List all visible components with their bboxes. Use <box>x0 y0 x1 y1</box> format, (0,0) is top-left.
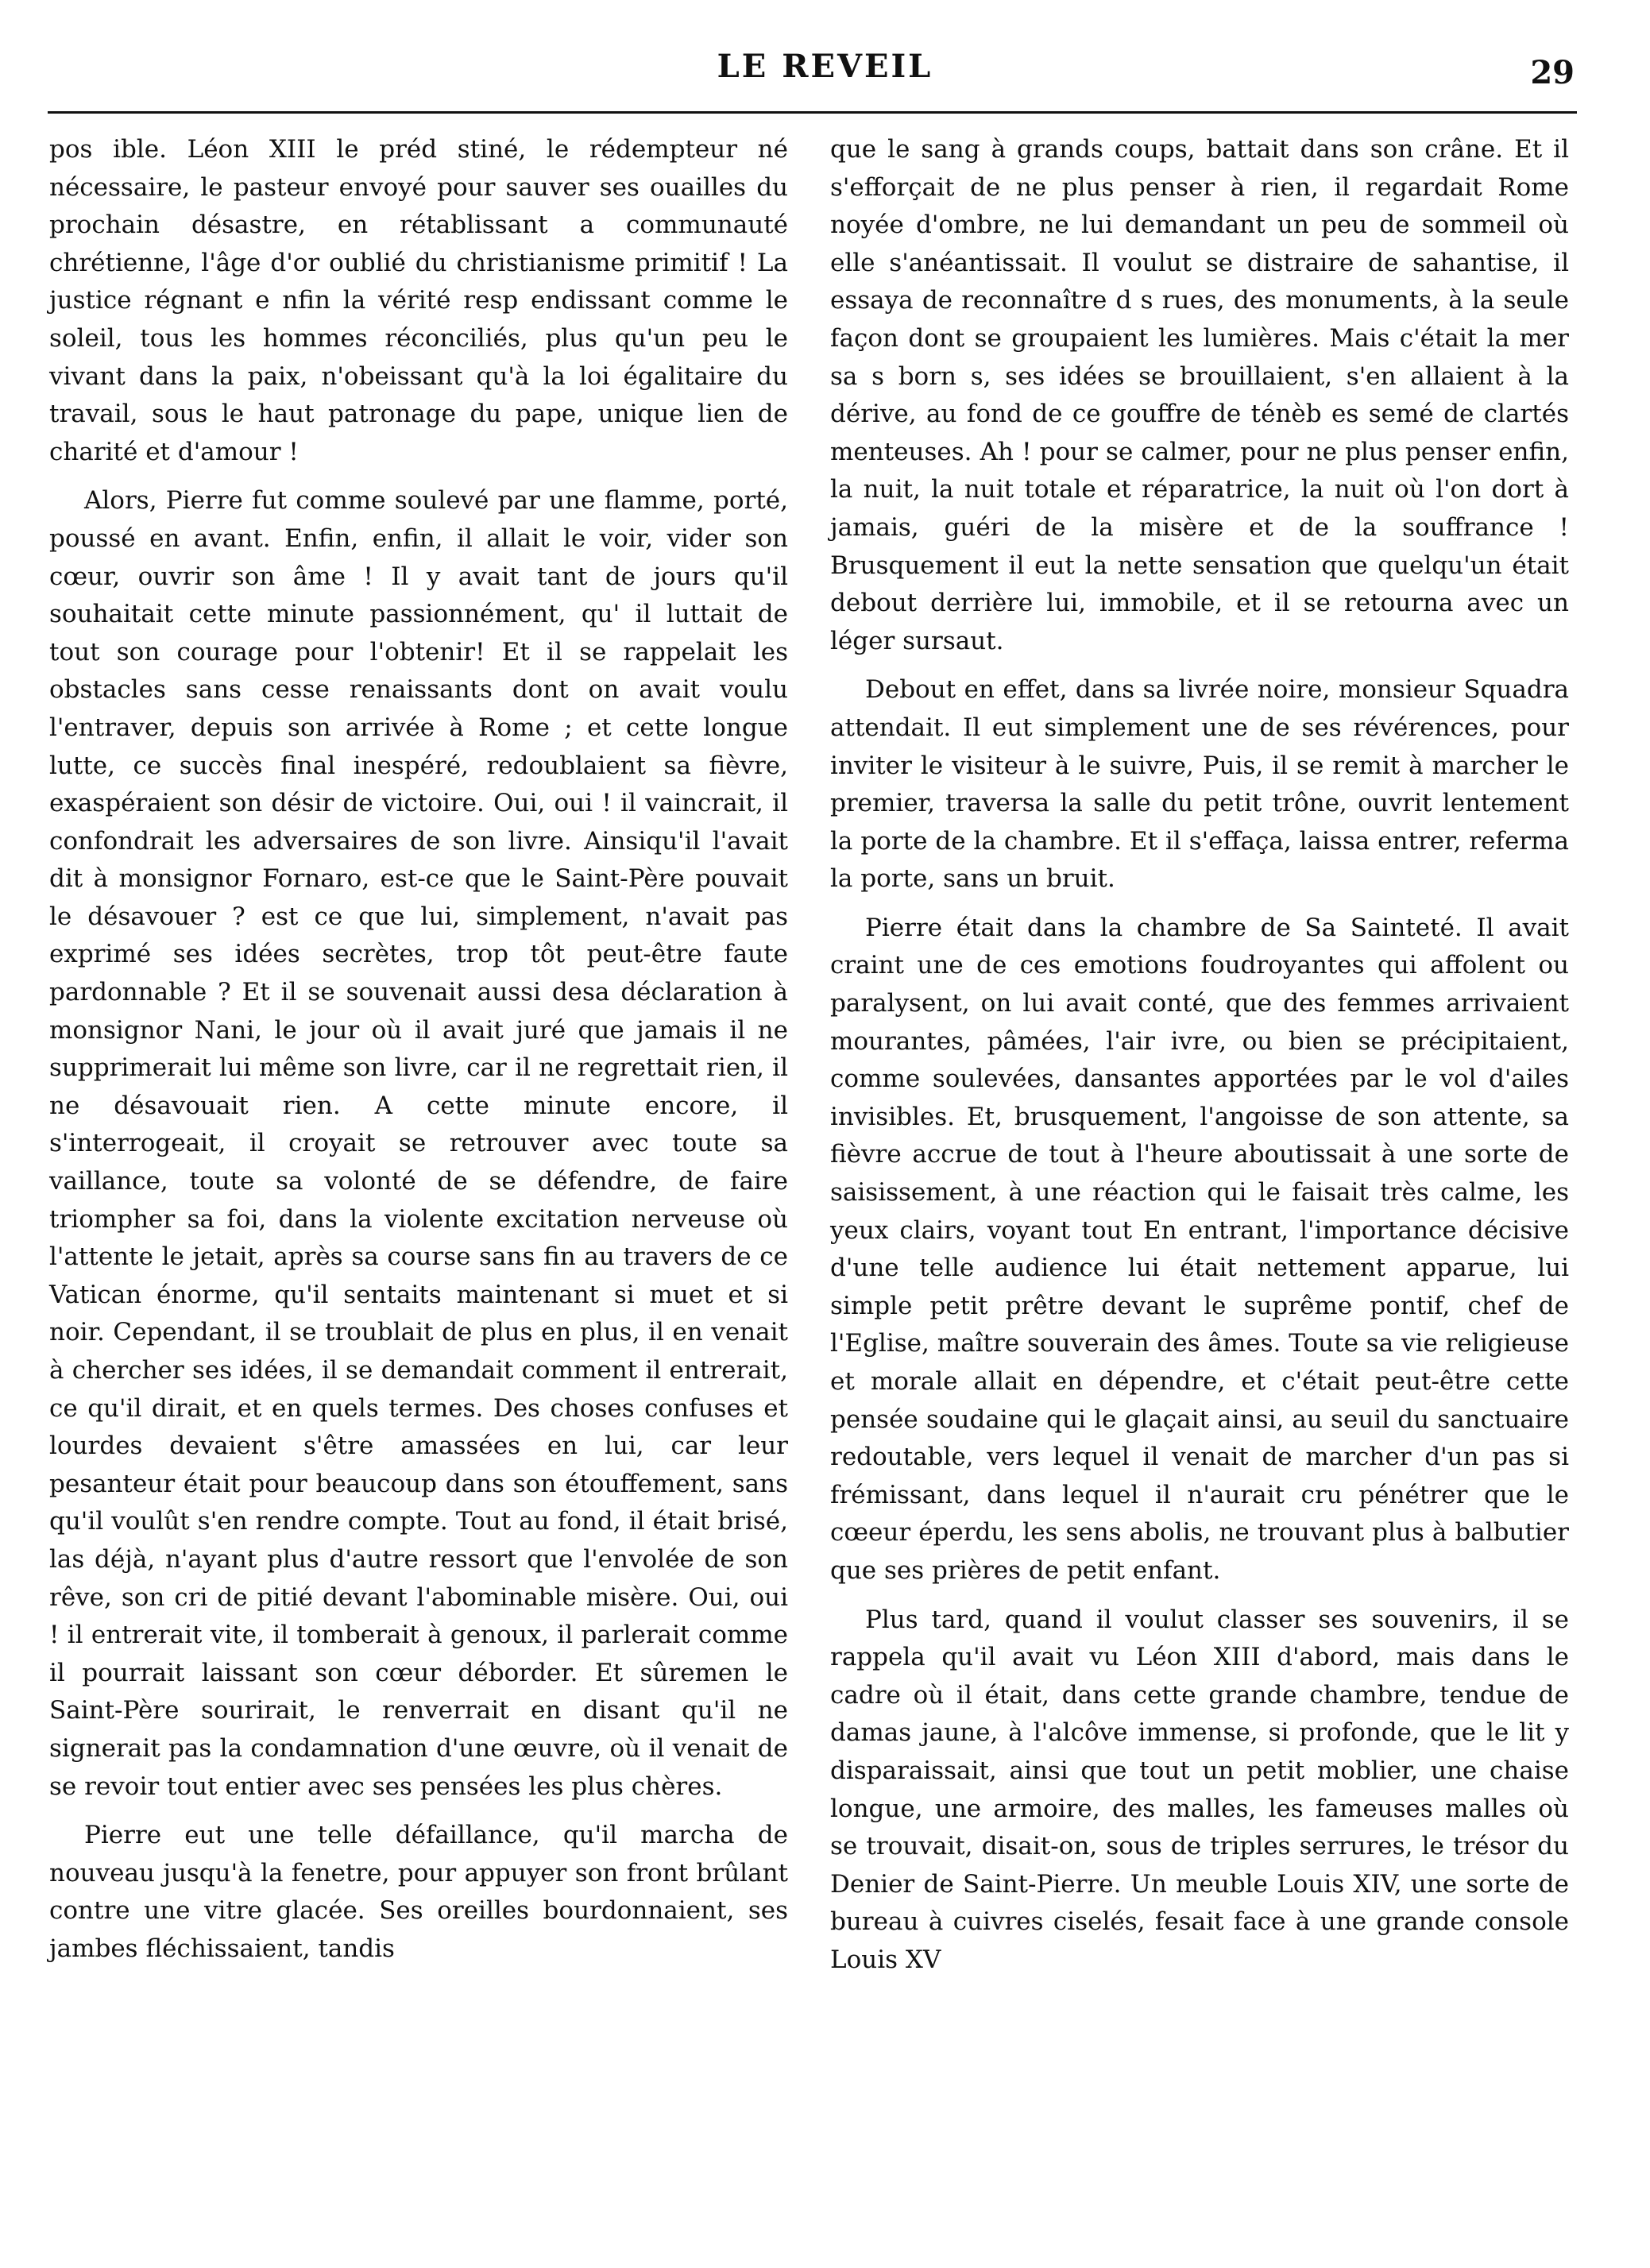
paragraph: Debout en effet, dans sa livrée noire, monsieur Squadra attendait. Il eut simplement une de ses révérences, pour inviter le visiteur à le suivre, Puis, il se remit à marcher le premier, traversa la salle du petit trône, ouvrit lentement la porte de la chambre. Et il s'effaça, laissa entrer, referma la porte, sans un bruit. <box>830 675 1569 894</box>
right-column <box>830 131 1569 1991</box>
paragraph: Pierre eut une telle défaillance, qu'il marcha de nouveau jusqu'à la fenetre, pour appuyer son front brûlant contre une vitre glacée. Ses oreilles bourdonnaient, ses jambes fléchissaient, tandis <box>49 1821 788 1963</box>
running-title: LE REVEIL <box>717 48 933 85</box>
page-number: 29 <box>1530 54 1575 91</box>
running-head <box>0 48 1650 103</box>
paragraph: pos ible. Léon XIII le préd stiné, le rédempteur né nécessaire, le pasteur envoyé pour sauver ses ouailles du prochain désastre, en rétablissant a communauté chrétienne, l'âge d'or oublié du christianisme primitif ! La justice régnant e nfin la vérité resp endissant comme le soleil, tous les hommes réconciliés, plus qu'un peu le vivant dans la paix, n'obeissant qu'à la loi égalitaire du travail, sous le haut patronage du pape, unique lien de charité et d'amour ! <box>49 135 788 466</box>
paragraph: que le sang à grands coups, battait dans son crâne. Et il s'efforçait de ne plus penser à rien, il regardait Rome noyée d'ombre, ne lui demandant un peu de sommeil où elle s'anéantissait. Il voulut se distraire de sahantise, il essaya de reconnaître d s rues, des monuments, à la seule façon dont se groupaient les lumières. Mais c'était la mer sa s born s, ses idées se brouillaient, s'en allaient à la dérive, au fond de ce gouffre de ténèb es semé de clartés menteuses. Ah ! pour se calmer, pour ne plus penser enfin, la nuit, la nuit totale et réparatrice, la nuit où l'on dort à jamais, guéri de la misère et de la souffrance ! Brusquement il eut la nette sensation que quelqu'un était debout derrière lui, immobile, et il se retourna avec un léger sursaut. <box>830 135 1569 655</box>
left-column <box>49 131 788 1980</box>
header-rule <box>48 111 1577 114</box>
paragraph: Alors, Pierre fut comme soulevé par une flamme, porté, poussé en avant. Enfin, enfin, il allait le voir, vider son cœur, ouvrir son âme ! Il y avait tant de jours qu'il souhaitait cette minute passionnément, qu' il luttait de tout son courage pour l'obtenir! Et il se rappelait les obstacles sans cesse renaissants dont on avait voulu l'entraver, depuis son arrivée à Rome ; et cette longue lutte, ce succès final inespéré, redoublaient sa fièvre, exaspéraient son désir de victoire. Oui, oui ! il vaincrait, il confondrait les adversaires de son livre. Ainsiqu'il l'avait dit à monsignor Fornaro, est-ce que le Saint-Père pouvait le désavouer ? est ce que lui, simplement, n'avait pas exprimé ses idées secrètes, trop tôt peut-être faute pardonnable ? Et il se souvenait aussi desa déclaration à monsignor Nani, le jour où il avait juré que jamais il ne supprimerait lui même son livre, car il ne regrettait rien, il ne désavouait rien. A cette minute encore, il s'interrogeait, il croyait se retrouver avec toute sa vaillance, toute sa volonté de se défendre, de faire triompher sa foi, dans la violente excitation nerveuse où l'attente le jetait, après sa course sans fin au travers de ce Vatican énorme, qu'il sentaits maintenant si muet et si noir. Cependant, il se troublait de plus en plus, il en venait à chercher ses idées, il se demandait comment il entrerait, ce qu'il dirait, et en quels termes. Des choses confuses et lourdes devaient s'être amassées en lui, car leur pesanteur était pour beaucoup dans son étouffement, sans qu'il voulût s'en rendre compte. Tout au fond, il était brisé, las déjà, n'ayant plus d'autre ressort que l'envolée de son rêve, son cri de pitié devant l'abominable misère. Oui, oui ! il entrerait vite, il tomberait à genoux, il parlerait comme il pourrait laissant son cœur déborder. Et sûremen le Saint-Père sourirait, le renverrait en disant qu'il ne signerait pas la condamnation d'une œuvre, où il venait de se revoir tout entier avec ses pensées les plus chères. <box>49 486 788 1801</box>
paragraph: Plus tard, quand il voulut classer ses souvenirs, il se rappela qu'il avait vu Léon XIII d'abord, mais dans le cadre où il était, dans cette grande chambre, tendue de damas jaune, à l'alcôve immense, si profonde, que le lit y disparaissait, ainsi que tout un petit moblier, une chaise longue, une armoire, des malles, les fameuses malles où se trouvait, disait-on, sous de triples serrures, le trésor du Denier de Saint-Pierre. Un meuble Louis XIV, une sorte de bureau à cuivres ciselés, fesait face à une grande console Louis XV <box>830 1605 1569 1974</box>
paragraph: Pierre était dans la chambre de Sa Sainteté. Il avait craint une de ces emotions foudroyantes qui affolent ou paralysent, on lui avait conté, que des femmes arrivaient mourantes, pâmées, l'air ivre, ou bien se précipitaient, comme soulevées, dansantes apportées par le vol d'ailes invisibles. Et, brusquement, l'angoisse de son attente, sa fièvre accrue de tout à l'heure aboutissait à une sorte de saisissement, à une réaction qui le faisait très calme, les yeux clairs, voyant tout En entrant, l'importance décisive d'une telle audience lui était nettement apparue, lui simple petit prêtre devant le suprême pontif, chef de l'Eglise, maître souverain des âmes. Toute sa vie religieuse et morale allait en dépendre, et c'était peut-être cette pensée soudaine qui le glaçait ainsi, au seuil du sanctuaire redoutable, vers lequel il venait de marcher d'un pas si frémissant, dans lequel il n'aurait cru pénétrer que le cœeur éperdu, les sens abolis, ne trouvant plus à balbutier que ses prières de petit enfant. <box>830 913 1569 1585</box>
